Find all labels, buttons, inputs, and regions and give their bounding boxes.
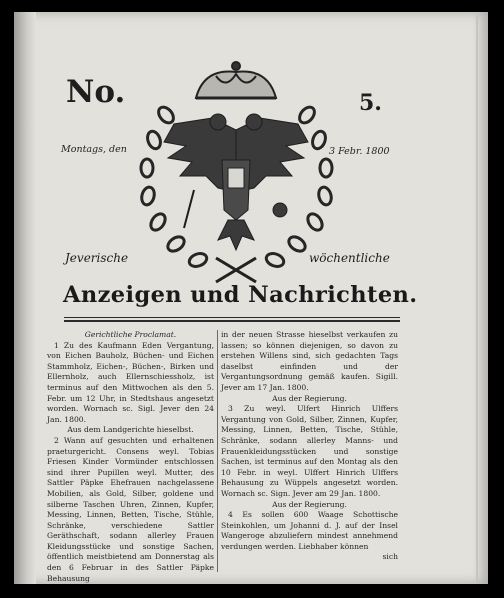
eagle-icon [164, 114, 308, 250]
subtitle-left: Jeverische [65, 251, 129, 265]
notice-source: Aus der Regierung. [272, 499, 347, 509]
notice-paragraph: 1 Zu des Kaufmann Eden Vergantung, von Eichen Bauholz, Büchen- und Eichen Stammholz, Eichen-, Büchen-, Birken und Ellernholz, auch Ellernschiessholz, ist terminus auf den Mittwochen als den 5. Febr. um 12 Uhr, in Stedtshaus angesetzt worden. Wornach sc. Sigl. Jever den 24 Jan. 1800. [47, 340, 214, 424]
notice-paragraph: 2 Wann auf gesuchten und erhaltenen praeturgericht. Consens weyl. Tobias Friesen Kinder Vormünder entschlossen sind ihrer Pupillen weyl. Mutter, des Sattler Päpke Ehefrauen nachgelassene Mobilien, als Gold, Silber, goldene und silberne Taschen Uhren, Zinnen, Kupfer, Messing, Linnen, Betten, Tische, Stühle, Schränke, verschiedene Sattler Geräthschaft, sodann allerley Frauen Kleidungsstücke und sonstige Sachen, öffentlich meistbietend am Donnerstag als den 6 Februar in des Sattler Päpke Behausung [47, 435, 214, 583]
column-right [221, 330, 398, 563]
newspaper-title: Anzeigen und Nachrichten. [63, 282, 418, 308]
issue-number: 5. [359, 90, 382, 116]
crown-icon [196, 62, 276, 98]
issue-date: 3 Febr. 1800 [329, 146, 390, 157]
notice-source: Aus dem Landgerichte hieselbst. [67, 425, 194, 435]
title-rule-thick [64, 320, 400, 322]
notice-paragraph: in der neuen Strasse hieselbst verkaufen zu lassen; so können diejenigen, so davon zu erstehen Willens sind, sich gedachten Tags daselbst einfinden und der Vergantungsordnung gemäß kaufen. Sigill. Jever am 17 Jan. 1800. [221, 330, 398, 392]
number-label: No. [66, 74, 126, 110]
page-edge [476, 12, 478, 584]
notice-source: Aus der Regierung. [272, 393, 347, 403]
newspaper-page [14, 12, 488, 584]
issue-day: Montags, den [61, 144, 127, 155]
title-rule-thin [64, 317, 400, 318]
subtitle-right: wöchentliche [309, 251, 390, 265]
column-divider [217, 330, 218, 572]
notice-paragraph: 4 Es sollen 600 Waage Schottische Steinkohlen, um Johanni d. J. auf der Insel Wangeroge abzuliefern mindest annehmend verdungen werden. Liebhaber können [221, 510, 398, 551]
crossed-sceptres [216, 258, 256, 282]
page-spine-shadow [14, 12, 36, 584]
section-heading: Gerichtliche Proclamat. [84, 330, 177, 339]
notice-paragraph: 3 Zu weyl. Ulfert Hinrich Ulffers Vergantung von Gold, Silber, Zinnen, Kupfer, Messing, Linnen, Betten, Tische, Stühle, Schränke, sodann allerley Manns- und Frauenkleidungsstücken und sonstige Sachen, ist terminus auf den Montag als den 10 Febr. in weyl. Ulffert Hinrich Ulffers Behausung zu Wüppels angesetzt worden. Wornach sc. Sign. Jever am 29 Jan. 1800. [221, 404, 398, 498]
column-left [47, 330, 214, 584]
catchword: sich [382, 552, 398, 562]
